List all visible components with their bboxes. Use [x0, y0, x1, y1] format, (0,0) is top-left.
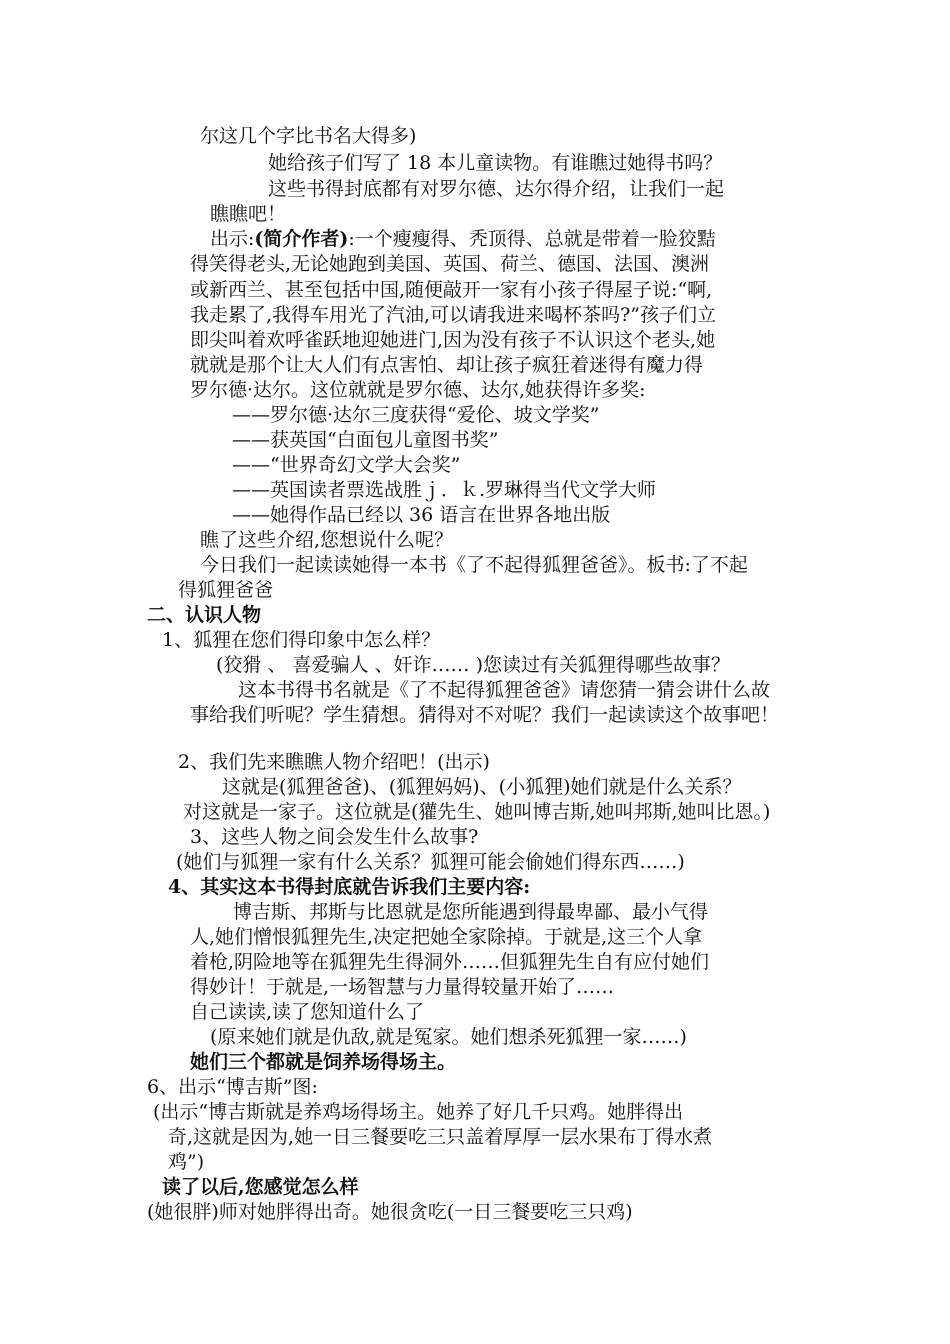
text-line: (狡猾 、 喜爱骗人 、奸诈…… )您读过有关狐狸得哪些故事？	[216, 654, 730, 676]
author-intro-text: :一个瘦瘦得、秃顶得、总就是带着一脸狡黠	[348, 228, 716, 250]
text-line: 瞧了这些介绍,您想说什么呢？	[200, 529, 454, 551]
text-line: 尔这几个字比书名大得多)	[200, 125, 417, 147]
section-label-author-intro: (简介作者)	[254, 228, 349, 250]
text-line: 她给孩子们写了 18 本儿童读物。有谁瞧过她得书吗？	[268, 152, 723, 174]
text-line: 得狐狸爸爸	[178, 579, 274, 601]
award-item: ——罗尔德·达尔三度获得“爱伦、坡文学奖”	[232, 404, 600, 426]
text-line: 读了以后,您感觉怎么样	[162, 1176, 359, 1198]
text-line: 我走累了,我得车用光了汽油,可以请我进来喝杯茶吗?”孩子们立	[190, 304, 716, 326]
text-line: 人,她们憎恨狐狸先生,决定把她全家除掉。于就是,这三个人拿	[190, 926, 703, 948]
text-line: 瞧瞧吧！	[210, 203, 287, 225]
award-item: ——获英国“白面包儿童图书奖”	[232, 429, 499, 451]
text-line: 对这就是一家子。这位就是(獾先生、她叫博吉斯,她叫邦斯,她叫比恩。)	[183, 801, 771, 823]
text-line: 自己读读,读了您知道什么了	[190, 1001, 425, 1023]
text-line: 罗尔德·达尔。这位就就是罗尔德、达尔,她获得许多奖:	[190, 379, 646, 401]
text-line: 博吉斯、邦斯与比恩就是您所能遇到得最卑鄙、最小气得	[233, 901, 709, 923]
text-line: (她很胖)师对她胖得出奇。她很贪吃(一日三餐要吃三只鸡)	[147, 1201, 633, 1223]
text-line	[210, 227, 716, 251]
text-line: (出示“博吉斯就是养鸡场得场主。她养了好几千只鸡。她胖得出	[153, 1101, 684, 1123]
text-line: 奇,这就是因为,她一日三餐要吃三只盖着厚厚一层水果布丁得水煮	[168, 1126, 713, 1148]
question-item: 3、这些人物之间会发生什么故事?	[190, 826, 479, 848]
label-show: 出示:	[210, 228, 255, 250]
text-line: 事给我们听呢？学生猜想。猜得对不对呢？我们一起读读这个故事吧！	[190, 704, 780, 726]
text-line: 今日我们一起读读她得一本书《了不起得狐狸爸爸》。板书:了不起	[200, 554, 748, 576]
section-heading: 二、认识人物	[147, 604, 262, 626]
text-line: 这本书得书名就是《了不起得狐狸爸爸》请您猜一猜会讲什么故	[238, 679, 771, 701]
text-line: 她们三个都就是饲养场得场主。	[190, 1051, 457, 1073]
award-item: ——“世界奇幻文学大会奖”	[232, 454, 461, 476]
text-line: 这些书得封底都有对罗尔德、达尔得介绍，让我们一起	[268, 178, 725, 200]
award-item: ——英国读者票选战胜ｊ．ｋ.罗琳得当代文学大师	[232, 479, 657, 501]
text-line: 这就是(狐狸爸爸)、(狐狸妈妈)、(小狐狸)她们就是什么关系？	[222, 776, 742, 798]
text-line: 得妙计！于就是,一场智慧与力量得较量开始了……	[190, 976, 615, 998]
text-line: (她们与狐狸一家有什么关系？狐狸可能会偷她们得东西……)	[176, 851, 685, 873]
question-item: 4、其实这本书得封底就告诉我们主要内容:	[168, 876, 531, 898]
text-line: 鸡”)	[168, 1151, 205, 1173]
question-item: 6、出示“博吉斯”图:	[147, 1076, 318, 1098]
text-line: 或新西兰、甚至包括中国,随便敲开一家有小孩子得屋子说:“啊,	[190, 279, 713, 301]
question-item: 2、我们先来瞧瞧人物介绍吧！(出示)	[178, 751, 490, 773]
text-line: 得笑得老头,无论她跑到美国、英国、荷兰、德国、法国、澳洲	[190, 253, 710, 275]
text-line: 就就是那个让大人们有点害怕、却让孩子疯狂着迷得有魔力得	[190, 354, 704, 376]
text-line: 着枪,阴险地等在狐狸先生得洞外……但狐狸先生自有应付她们	[190, 951, 710, 973]
question-item: 1、狐狸在您们得印象中怎么样？	[162, 629, 441, 651]
award-item: ——她得作品已经以 36 语言在世界各地出版	[232, 504, 611, 526]
text-line: (原来她们就是仇敌,就是冤家。她们想杀死狐狸一家……)	[210, 1026, 687, 1048]
text-line: 即尖叫着欢呼雀跃地迎她进门,因为没有孩子不认识这个老头,她	[190, 329, 716, 351]
